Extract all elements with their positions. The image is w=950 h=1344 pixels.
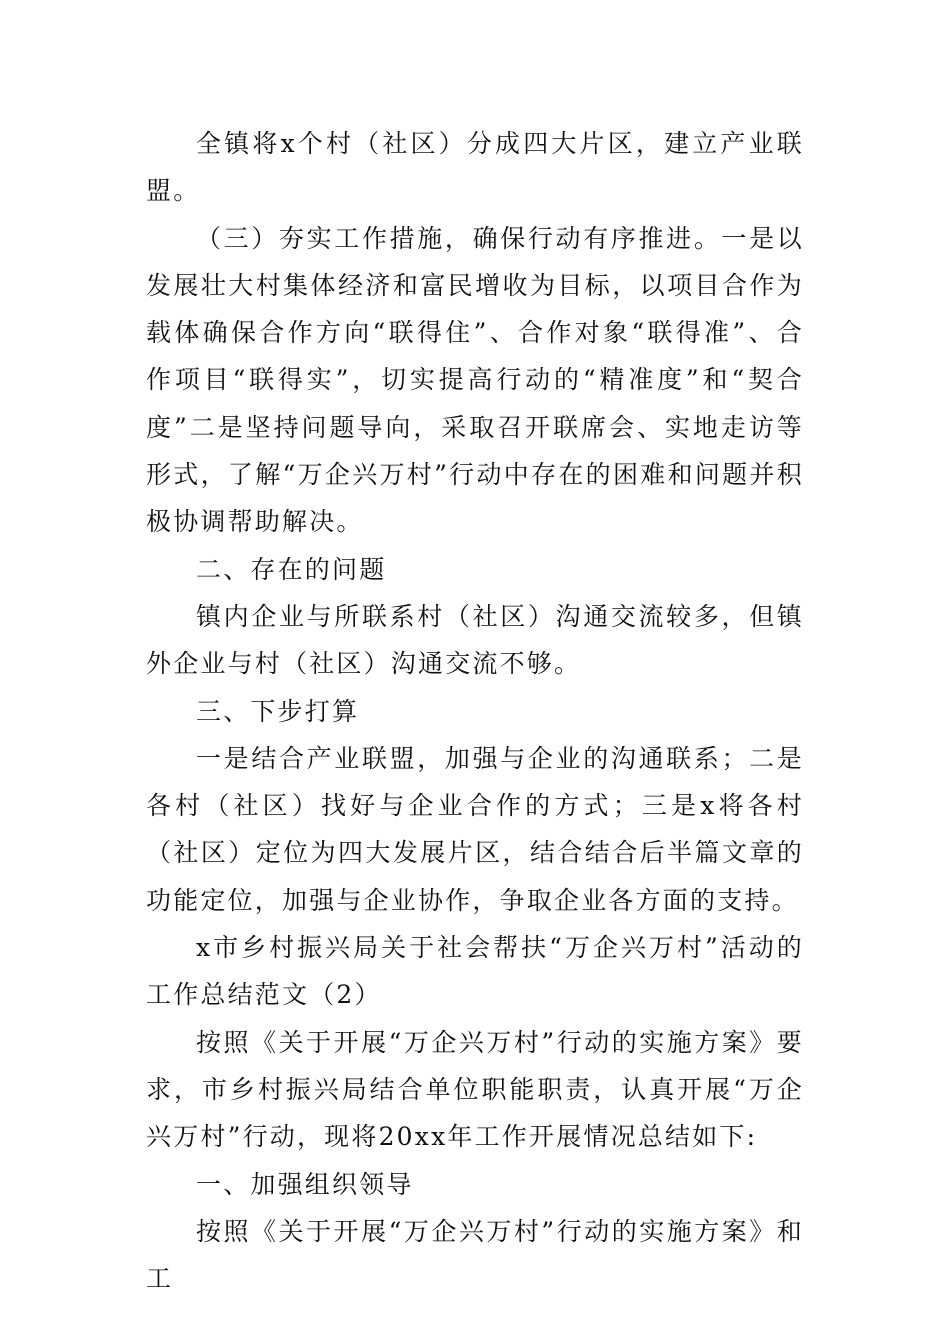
document-body (146, 120, 804, 1302)
section-heading-organization: 一、加强组织领导 (196, 1169, 414, 1199)
paragraph-2: （三）夯实工作措施，确保行动有序推进。一是以发展壮大村集体经济和富民增收为目标，以项目合作为载体确保合作方向“联得住”、合作对象“联得准”、合作项目“联得实”，切实提高行动的“精准度”和“契合度”二是坚持问题导向，采取召开联席会、实地走访等形式，了解“万企兴万村”行动中存在的困难和问题并积极协调帮助解决。 (146, 223, 804, 537)
paragraph-6: 按照《关于开展“万企兴万村”行动的实施方案》和工 (146, 1216, 804, 1294)
paragraph-1: 全镇将x个村（社区）分成四大片区，建立产业联盟。 (146, 129, 804, 206)
section-heading-problems: 二、存在的问题 (196, 554, 387, 584)
section-heading-next-steps: 三、下步打算 (196, 696, 360, 726)
paragraph-4: 一是结合产业联盟，加强与企业的沟通联系；二是各村（社区）找好与企业合作的方式；三是x将各村（社区）定位为四大发展片区，结合结合后半篇文章的功能定位，加强与企业协作，争取企业各方面的支持。 (146, 743, 804, 915)
paragraph-3: 镇内企业与所联系村（社区）沟通交流较多，但镇外企业与村（社区）沟通交流不够。 (146, 601, 804, 679)
paragraph-5: 按照《关于开展“万企兴万村”行动的实施方案》要求，市乡村振兴局结合单位职能职责，认真开展“万企兴万村”行动，现将20xx年工作开展情况总结如下: (146, 1027, 804, 1152)
article-title: x市乡村振兴局关于社会帮扶“万企兴万村”活动的工作总结范文（2） (146, 933, 804, 1010)
